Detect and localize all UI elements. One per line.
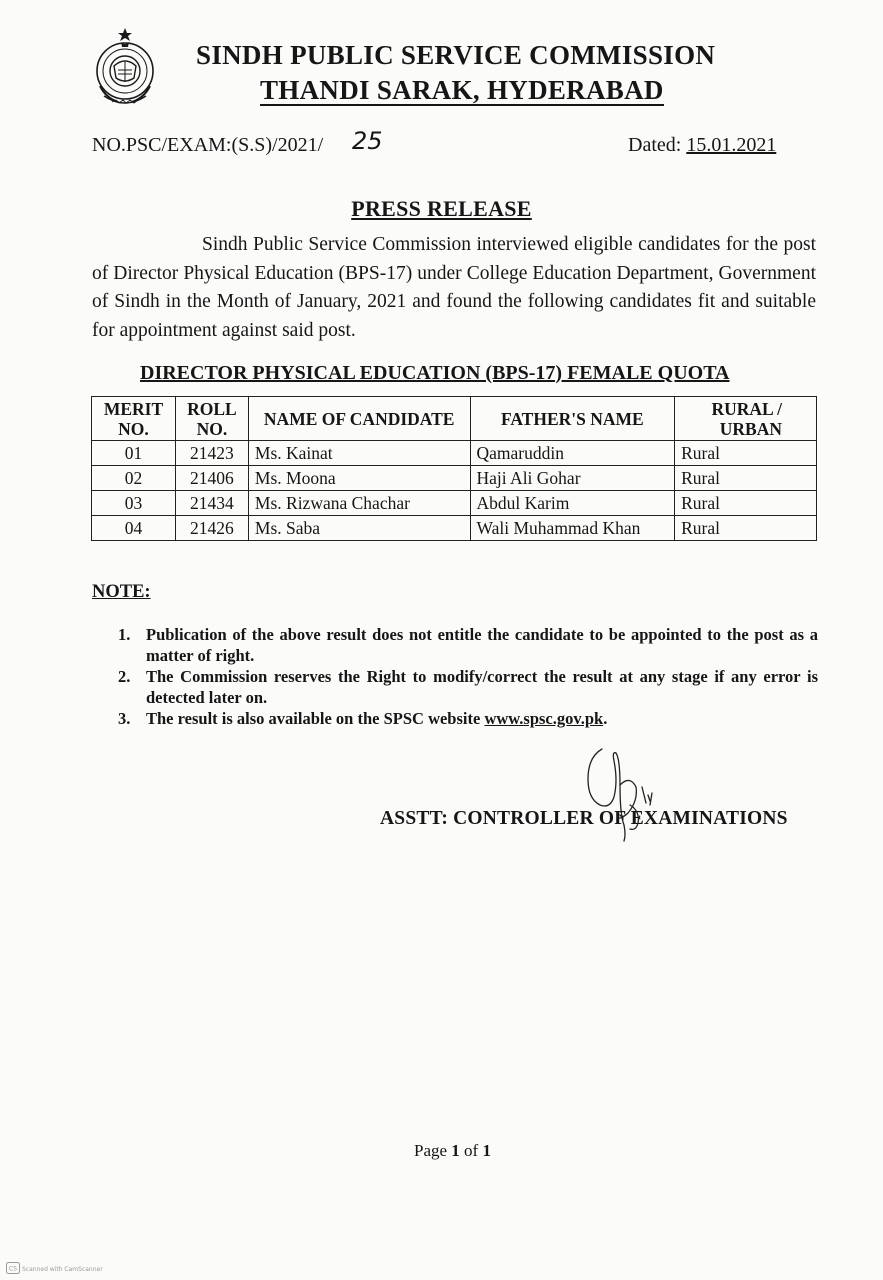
header-candidate-name: NAME OF CANDIDATE [248,397,470,441]
candidate-name-cell: Ms. Moona [248,466,470,491]
father-name-cell: Wali Muhammad Khan [470,516,675,541]
page-number: Page 1 of 1 [414,1141,491,1160]
camscanner-logo-icon [6,1262,20,1274]
merit-no-cell: 02 [92,466,176,491]
note-number: 2. [118,667,131,686]
press-release-heading-wrap [0,196,883,222]
roll-no-cell: 21434 [175,491,248,516]
rural-urban-cell: Rural [675,516,817,541]
reference-handwritten-suffix: 25 [352,127,383,155]
note-text-end: . [603,709,608,728]
roll-no-cell: 21426 [175,516,248,541]
spsc-website-link[interactable]: www.spsc.gov.pk [484,709,604,728]
table-row [92,516,817,541]
note-text: The Commission reserves the Right to modify/correct the result at any stage if any error is detected later on. [146,667,818,707]
table-row [92,491,817,516]
father-name-cell: Abdul Karim [470,491,675,516]
notes-list [118,624,818,729]
table-row [92,441,817,466]
header-rural-urban: RURAL / URBAN [675,397,817,441]
organization-name: SINDH PUBLIC SERVICE COMMISSION [196,40,716,70]
dated-value: 15.01.2021 [686,134,777,156]
candidate-name-cell: Ms. Saba [248,516,470,541]
svg-text:CS: CS [9,1265,17,1273]
results-table [91,396,817,541]
rural-urban-cell: Rural [675,466,817,491]
note-number: 3. [118,709,131,728]
press-release-body: Sindh Public Service Commission interviewed eligible candidates for the post of Director Physical Education (BPS-17) under College Education Department, Government of Sindh in the Month of January, 2021 and found the following candidates fit and suitable for appointment against said post. [92,234,816,341]
table-row [92,466,817,491]
table-title: DIRECTOR PHYSICAL EDUCATION (BPS-17) FEMALE QUOTA [140,362,730,384]
father-name-cell: Haji Ali Gohar [470,466,675,491]
note-item [118,708,818,729]
roll-no-cell: 21406 [175,466,248,491]
candidate-name-cell: Ms. Kainat [248,441,470,466]
table-header-row [92,397,817,441]
note-item [118,666,818,708]
dated-label: Dated: [628,134,682,156]
merit-no-cell: 03 [92,491,176,516]
signatory-title: ASSTT: CONTROLLER OF EXAMINATIONS [380,808,788,829]
roll-no-cell: 21423 [175,441,248,466]
press-release-heading: PRESS RELEASE [351,196,532,221]
note-number: 1. [118,625,131,644]
spsc-emblem-icon [92,26,158,110]
note-text: The result is also available on the SPSC website [146,709,485,728]
candidate-name-cell: Ms. Rizwana Chachar [248,491,470,516]
father-name-cell: Qamaruddin [470,441,675,466]
header-merit-no: MERIT NO. [92,397,176,441]
organization-address: THANDI SARAK, HYDERABAD [260,75,664,105]
handwritten-signature-icon [580,745,660,845]
rural-urban-cell: Rural [675,491,817,516]
rural-urban-cell: Rural [675,441,817,466]
note-item [118,624,818,666]
note-label: NOTE: [92,582,151,602]
scanner-watermark: Scanned with CamScanner [22,1266,103,1273]
header-father-name: FATHER'S NAME [470,397,675,441]
dated-line [628,134,776,157]
merit-no-cell: 04 [92,516,176,541]
reference-number: NO.PSC/EXAM:(S.S)/2021/ [92,134,324,156]
note-text-wrap [146,708,818,729]
header-roll-no: ROLL NO. [175,397,248,441]
note-text: Publication of the above result does not entitle the candidate to be appointed to the post as a matter of right. [146,625,818,665]
merit-no-cell: 01 [92,441,176,466]
